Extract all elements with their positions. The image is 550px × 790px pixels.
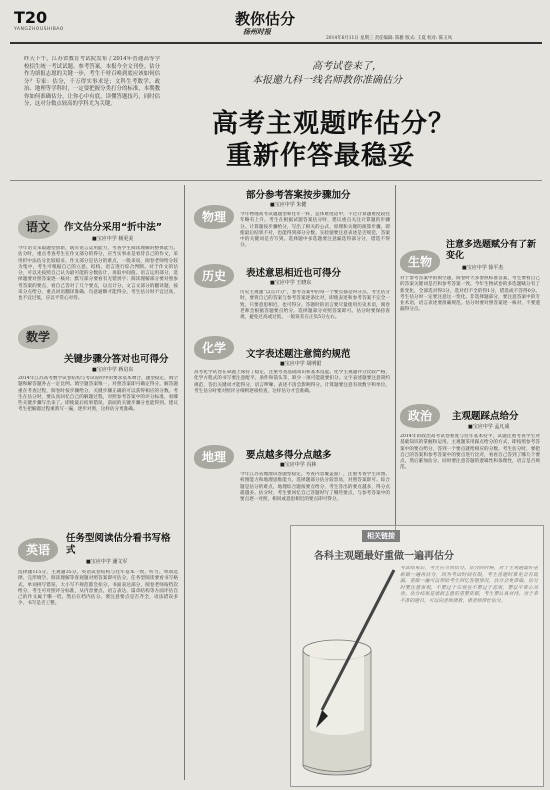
section-title: 教你估分 [235,10,296,28]
related-link-tag: 相关链接 [362,530,400,542]
math-title: 关键步骤分答对也可得分 [64,354,169,365]
column-divider-3 [184,540,185,780]
intro-paragraph-cont [24,110,160,138]
biology-section-tag: 生物 [400,250,440,274]
pen-and-paper-illustration [292,560,402,780]
geography-title: 要点越多得分点越多 [246,450,332,461]
english-byline: ■宝应中学 潘文军 [86,559,128,565]
column-divider-2 [395,185,396,540]
paper-logo: 扬州时报 [243,27,271,36]
physics-title: 部分参考答案按步骤加分 [246,190,351,201]
physics-body: 今年物理高考试题题型和往年一样，总体难度适中，不过计算题难度较往年略有上升。考生在根据试题答案估分时，建议重点关注计算题的步骤分。计算题按步骤给分，写出了相关的公式、原理和关键的演算步骤，即使最后结果不对，也能得到部分分数。实验题要注意表述是否规范，答案中的关键词是否写到。选择题中多选题要注意漏选得部分分，错选不得分。 [240,212,390,249]
paper-name-en: YANGZHOUSHIBAO [14,27,64,32]
politics-title: 主观题踩点给分 [452,411,519,422]
english-body-col2 [190,546,280,776]
chinese-title: 作文估分采用“折中法” [64,222,162,233]
chemistry-title: 文字表述题注意简约规范 [246,349,351,360]
physics-byline: ■宝应中学 朱健 [270,202,307,208]
history-section-tag: 历史 [194,264,234,288]
chemistry-byline: ■宝应中学 胡明银 [280,361,322,367]
history-title: 表述意思相近也可得分 [246,268,342,279]
page-number: T20 [14,8,48,27]
math-byline: ■宝应中学 蒋启东 [92,367,134,373]
politics-section-tag: 政治 [400,404,440,428]
biology-body: 对于参考答案中的填空题，阅卷时大多参照标准答案，考生要看自己的答案关键词是否和参考答案一致。今年生物试卷的多选题赋分有了新变化，全部选对得3分，选对但不全的得1分，错选或不答得0分。考生估分时一定要注意这一变化。非选择题部分，要注意答案中的专业术语，语言表述要准确规范。估分时要对照答案逐一核对，不要遗漏得分点。 [400,276,540,313]
physics-section-tag: 物理 [194,205,234,229]
politics-body: 2014年的政治高考试卷难度与往年基本持平，试题注重考查学生对基础知识的掌握和运用。主观题采用踩点给分的方式，即按照参考答案中的要点给分，答到一个要点就给相应的分数。考生估分时，要把自己的答案和参考答案中的要点进行比对，看看自己答到了哪几个要点，然后累加估分。同时要注意答题的逻辑性和条理性，语言是否规范。 [400,434,540,471]
intro-paragraph: 昨天下午，江苏省教育考试院发布了2014年普通高等学校招生统一考试试题、参考答案，本报今全文刊登。估分作为填报志愿的关键一步，考生千呼百唤到底应该如何估分？专家：估分，千万得实事求是；文科生考数学、政治、地理等学科时，一定要把握分类打分的标准，本期教你如何准确估分，让你心中有底，读懂答题技巧，同时估分，这对分数点较高的学科尤为关键。 [24,56,160,107]
politics-byline: ■宝应中学 孟凡成 [468,424,510,430]
english-body: 选择题115分，主观题35分。英语试卷结构与往年基本一致，听力、单项选择、完形填空、阅读理解等客观题对照答案即可估分。任务型阅读要看书写格式，单词拼写错误、大小写不规范都会扣分。书面表达部分，阅卷老师按档次给分，考生可对照评分标准，从内容要点、语言表达、篇章结构等方面评估自己的作文属于哪一档，然后在档内估分。要注意要点是否齐全，语法错误多少，书写是否工整。 [18,570,178,607]
english-section-tag: 英语 [18,538,58,562]
column-divider-1 [184,185,185,540]
math-body: 2014年江苏高考数学试卷结构与考试说明中的要求基本吻合，题型稳定，填空题和解答题各占一定比例。填空题答案唯一，对照答案即可确定得分。解答题重在考查过程，阅卷时按步骤给分，关键步骤正确的可以获得相应的分数。考生在估分时，要认真回忆自己的解题过程，对照参考答案中的评分标准，看哪些关键步骤写出来了。即使最后结果错误，前面的关键步骤分也能得到。建议考生把解题过程重新写一遍，逐步对照，这样估分更准确。 [18,376,178,413]
geography-byline: ■宝应中学 冯林 [280,462,317,468]
biology-title: 注意多选题赋分有了新变化 [446,240,537,261]
kicker-line1: 高考试卷来了， [312,61,382,72]
history-byline: ■宝应中学 王晓东 [270,280,312,286]
biology-byline: ■宝应中学 徐平杰 [462,265,504,271]
chinese-byline: ■宝应中学 杨更美 [92,236,134,242]
main-headline-line2: 重新作答最稳妥 [226,141,416,171]
top-section-rule [10,180,542,181]
main-headline-line1: 高考主观题咋估分？ [212,109,456,139]
math-section-tag: 数学 [18,325,58,349]
kicker-line2: 本报邀九科一线名师教你准确估分 [252,75,402,86]
chemistry-section-tag: 化学 [194,336,234,360]
masthead-rule [10,42,542,44]
date-line: 2014年6月11日 星期三 责任编辑: 陈雅 版式: 王夏 校对: 陈玉凤 [326,36,452,41]
chinese-section-tag: 语文 [18,215,58,239]
history-body: 历史主观题“以点计分”，参考答案中的每一个要点都是得分点。考生估分时，要将自己的答案与参考答案逐条比对，即使表述和参考答案不完全一致，只要意思相近，也可得分。答题时的语言要尽量使用历史术语，阅卷老师会根据答题要点给分。选择题部分对照答案即可。估分时要保持客观，避免过高或过低，一般误差在正负5分左右。 [240,290,390,321]
related-link-body: 考试结束后，考生应尽快估分。估分的时候，对于主观题最好重新做一遍再估分，因为考试时间有限，考生答题时难免会有疏漏，重做一遍可以帮助考生回忆答题情况，估分会更准确。估分时要注意客观，不要过于乐观也不要过于悲观，要以平常心对待。估分结果是填报志愿的重要依据，考生要认真对待。对于拿不准的题目，可以向老师请教，请老师帮忙估分。 [400,566,538,604]
english-title: 任务型阅读估分看书写格式 [66,533,171,556]
geography-body: 今年江苏省地理试卷题型稳定，考查内容覆盖面广，注重考查学生读图、析图能力和地理思维能力。选择题部分估分较容易，对照答案即可。综合题是估分的难点，地理综合题按要点给分，考生答出的要点越多，得分点就越多。估分时，考生要回忆自己答题时写了哪些要点，与参考答案中的要点逐一对照，相同或意思相近的要点即可得分。 [240,472,390,503]
chemistry-body: 高考化学试卷在命题上保持了稳定，注重考查基础知识和基本技能。化学主观题评分比较严格，化学方程式的书写要注意配平、条件和箭头等，缺少一项可能就要扣分。文字表述题要注意简约规范，答出关键词才能得分，语言啰嗦、表述不清会影响得分。计算题要注意有效数字和单位。考生估分时要对照评分细则逐项检查，这样估分才会准确。 [194,370,390,394]
related-link-title: 各科主观题最好重做一遍再估分 [314,551,454,562]
geography-section-tag: 地理 [194,445,234,469]
chinese-body: 今年语文采取题型创新，既有语言运用能力，考查学生阅读理解的整体能力。估分时，重点考查考生在作文部分的得分，应当实事求是看待自己的作文，采用折中法估分比较稳妥。作文部分是估分的难点，一般来说，阅卷老师给分较为集中，考生可根据自己的立意、结构、语言进行综合判断。对于作文的估分，可以先按照自己认为最可能的分数估计，再取中间值。语言运用部分，选择题要对照答案逐一核对；默写部分要看有无错别字；阅读理解部分要对照参考答案的要点，看自己答对了几个要点，以点计分。文言文部分的翻译题，按采分点给分，重点词语翻译准确、句意通顺才能得分。考生估分时不宜过高，也不宜过低，应以平常心对待。 [18,246,178,302]
